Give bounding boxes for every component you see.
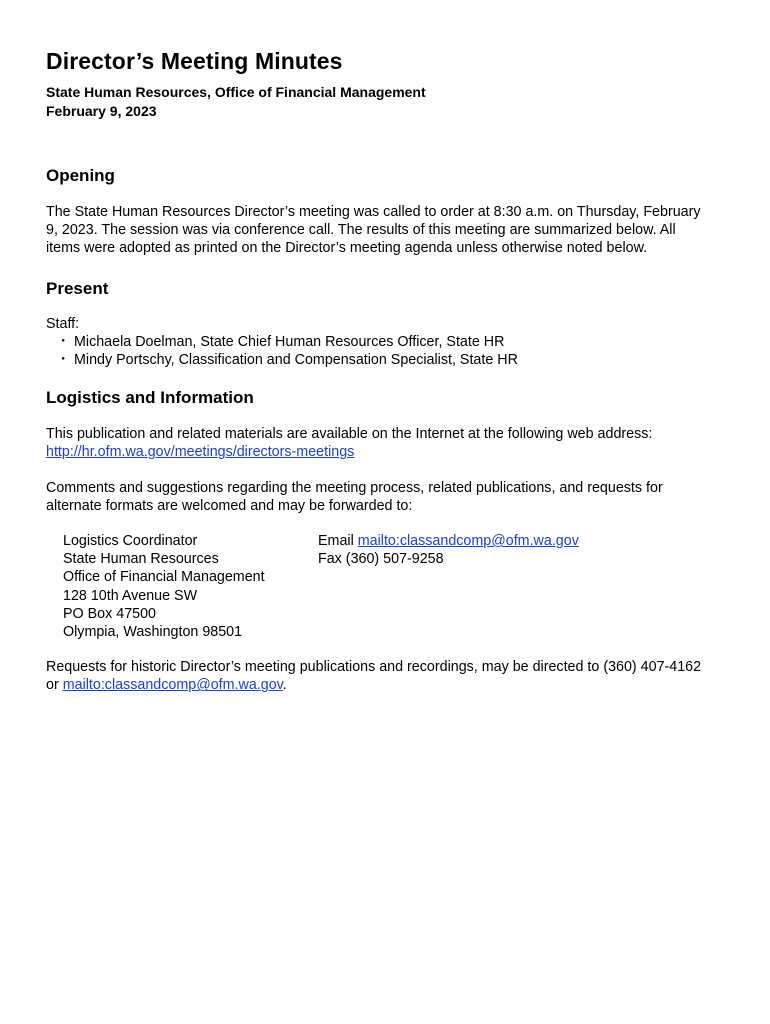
meeting-date: February 9, 2023 xyxy=(46,103,157,119)
availability-paragraph xyxy=(46,425,710,461)
page-title: Director’s Meeting Minutes xyxy=(46,48,343,74)
staff-member: Mindy Portschy, Classification and Compensation Specialist, State HR xyxy=(74,352,518,369)
historic-requests-paragraph xyxy=(46,658,710,694)
email-line xyxy=(318,532,579,550)
email-label: Email xyxy=(318,533,354,550)
opening-heading: Opening xyxy=(46,166,115,185)
logistics-heading: Logistics and Information xyxy=(46,388,254,408)
mailing-address xyxy=(63,532,318,641)
contact-block xyxy=(46,532,710,641)
address-line: State Human Resources xyxy=(63,551,219,568)
meetings-web-link[interactable]: http://hr.ofm.wa.gov/meetings/directors-meetings xyxy=(46,444,355,461)
historic-end: . xyxy=(282,677,287,694)
staff-member: Michaela Doelman, State Chief Human Resources Officer, State HR xyxy=(74,333,505,350)
historic-email-link[interactable]: mailto:classandcomp@ofm.wa.gov xyxy=(62,677,283,694)
staff-label: Staff: xyxy=(46,315,80,332)
address-line: Olympia, Washington 98501 xyxy=(63,624,243,641)
address-line: PO Box 47500 xyxy=(63,605,156,622)
present-heading: Present xyxy=(46,278,109,298)
historic-text: Requests for historic Director’s meeting publications and recordings, may be directed to (360) 407-4162 or xyxy=(46,659,702,694)
staff-list xyxy=(46,333,710,369)
logistics-section xyxy=(46,425,710,694)
fax-line: Fax (360) 507-9258 xyxy=(318,551,444,568)
opening-paragraph: The State Human Resources Director’s meeting was called to order at 8:30 a.m. on Thursday, February 9, 2023. The session was via conference call. The results of this meeting are summarized below. All items were adopted as printed on the Director’s meeting agenda unless otherwise noted below. xyxy=(46,204,701,257)
availability-text: This publication and related materials are available on the Internet at the following web address: xyxy=(46,426,653,443)
address-line: Logistics Coordinator xyxy=(63,533,198,550)
list-item xyxy=(56,351,710,369)
present-section xyxy=(46,315,710,370)
organization-subtitle: State Human Resources, Office of Financial Management xyxy=(46,84,426,100)
email-link[interactable]: mailto:classandcomp@ofm.wa.gov xyxy=(357,533,579,550)
bullet-icon: ・ xyxy=(56,333,71,350)
comments-paragraph: Comments and suggestions regarding the meeting process, related publications, and requests for alternate formats are welcomed and may be forwarded to: xyxy=(46,479,663,514)
address-line: 128 10th Avenue SW xyxy=(63,587,198,604)
address-line: Office of Financial Management xyxy=(63,569,265,586)
contact-details xyxy=(318,532,579,641)
list-item xyxy=(56,333,710,351)
bullet-icon: ・ xyxy=(56,352,71,369)
